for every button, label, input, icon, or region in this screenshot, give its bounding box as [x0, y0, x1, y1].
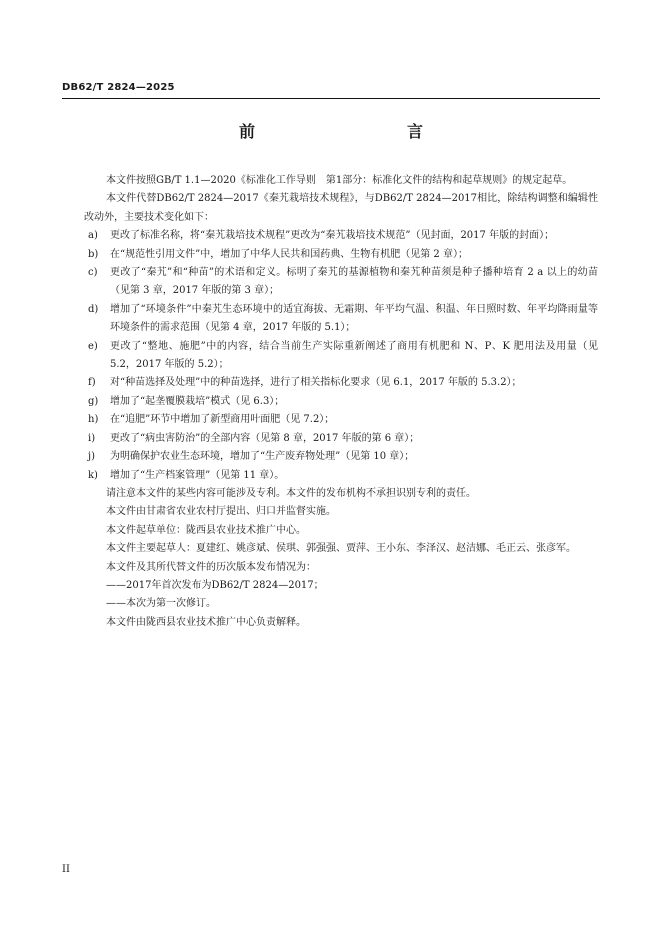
paragraph-history-intro: 本文件及其所代替文件的历次版本发布情况为：: [106, 561, 316, 573]
list-marker: i): [88, 432, 96, 444]
list-marker: c): [88, 267, 98, 279]
paragraph-patent-notice: 请注意本文件的某些内容可能涉及专利。本文件的发布机构不承担识别专利的责任。: [106, 487, 476, 499]
list-item-text: 增加了“环境条件”中秦艽生态环境中的适宜海拔、无霜期、年平均气温、积温、年日照时数、年平均降雨量等环境条件的需求范围（见第 4 章，2017 年版的 5.1）；: [110, 303, 598, 334]
list-item-text: 更改了标准名称，将“秦艽栽培技术规程”更改为“秦艽栽培技术规范”（见封面，2017 年版的封面）；: [110, 230, 555, 242]
list-item: [84, 301, 598, 338]
list-item-text: 为明确保护农业生态环境，增加了“生产废弃物处理”（见第 10 章）；: [110, 451, 415, 463]
list-item-text: 在“规范性引用文件”中，增加了中华人民共和国药典、生物有机肥（见第 2 章）；: [110, 248, 468, 260]
list-item: [84, 246, 598, 264]
foreword-body: [84, 172, 598, 632]
technical-changes-list: [84, 227, 598, 485]
list-item-text: 对“种苗选择及处理”中的种苗选择，进行了相关指标化要求（见 6.1，2017 年版的 5.3.2）；: [110, 377, 522, 389]
list-marker: a): [88, 230, 98, 242]
list-item: [84, 393, 598, 411]
list-item: [84, 448, 598, 466]
page-number: II: [62, 864, 70, 875]
list-item: [84, 338, 598, 375]
list-item-text: 在“追肥”环节中增加了新型商用叶面肥（见 7.2）；: [110, 414, 335, 426]
paragraph-drafting-unit: 本文件起草单位：陇西县农业技术推广中心。: [106, 524, 306, 536]
list-item-text: 更改了“秦艽”和“种苗”的术语和定义。标明了秦艽的基源植物和秦艽种苗须是种子播种培育 2 a 以上的幼苗（见第 3 章，2017 年版的第 3 章）；: [110, 267, 598, 297]
history-item: ——2017年首次发布为DB62/T 2824—2017；: [106, 579, 324, 591]
document-code: DB62/T 2824—2025: [62, 82, 175, 93]
list-marker: d): [88, 303, 99, 315]
list-item: [84, 430, 598, 448]
list-item: [84, 467, 598, 485]
list-item-text: 更改了“整地、施肥”中的内容，结合当前生产实际重新阐述了商用有机肥和 N、P、K 肥用法及用量（见 5.2，2017 年版的 5.2）；: [110, 340, 598, 371]
list-marker: h): [88, 414, 99, 426]
list-marker: f): [88, 377, 96, 389]
list-item-text: 更改了“病虫害防治”的全部内容（见第 8 章，2017 年版的第 6 章）；: [110, 432, 420, 444]
list-item: [84, 411, 598, 429]
list-item: [84, 227, 598, 245]
history-item: ——本次为第一次修订。: [106, 598, 216, 610]
list-marker: j): [88, 451, 96, 463]
list-item-text: 增加了“起垄覆膜栽培”模式（见 6.3）；: [110, 395, 285, 407]
list-item-text: 增加了“生产档案管理”（见第 11 章）。: [110, 469, 285, 481]
paragraph-interpretation: 本文件由陇西县农业技术推广中心负责解释。: [106, 616, 306, 628]
list-marker: k): [88, 469, 98, 481]
paragraph-drafting-rules: 本文件按照GB/T 1.1—2020《标准化工作导则 第1部分：标准化文件的结构和起草规则》的规定起草。: [106, 175, 573, 186]
header-rule: [62, 98, 600, 99]
list-marker: b): [88, 248, 99, 260]
paragraph-replaces: 本文件代替DB62/T 2824—2017《秦艽栽培技术规程》，与DB62/T 2824—2017相比，除结构调整和编辑性改动外，主要技术变化如下：: [84, 193, 598, 223]
list-marker: g): [88, 395, 99, 407]
paragraph-drafters: 本文件主要起草人：夏建红、姚彦斌、侯琪、郭强强、贾萍、王小东、李泽汉、赵洁娜、毛正云、张彦军。: [106, 543, 576, 555]
page-title: 前 言: [238, 122, 463, 141]
list-item: [84, 264, 598, 301]
list-marker: e): [88, 340, 98, 352]
paragraph-proposer: 本文件由甘肃省农业农村厅提出、归口并监督实施。: [106, 506, 336, 518]
list-item: [84, 374, 598, 392]
